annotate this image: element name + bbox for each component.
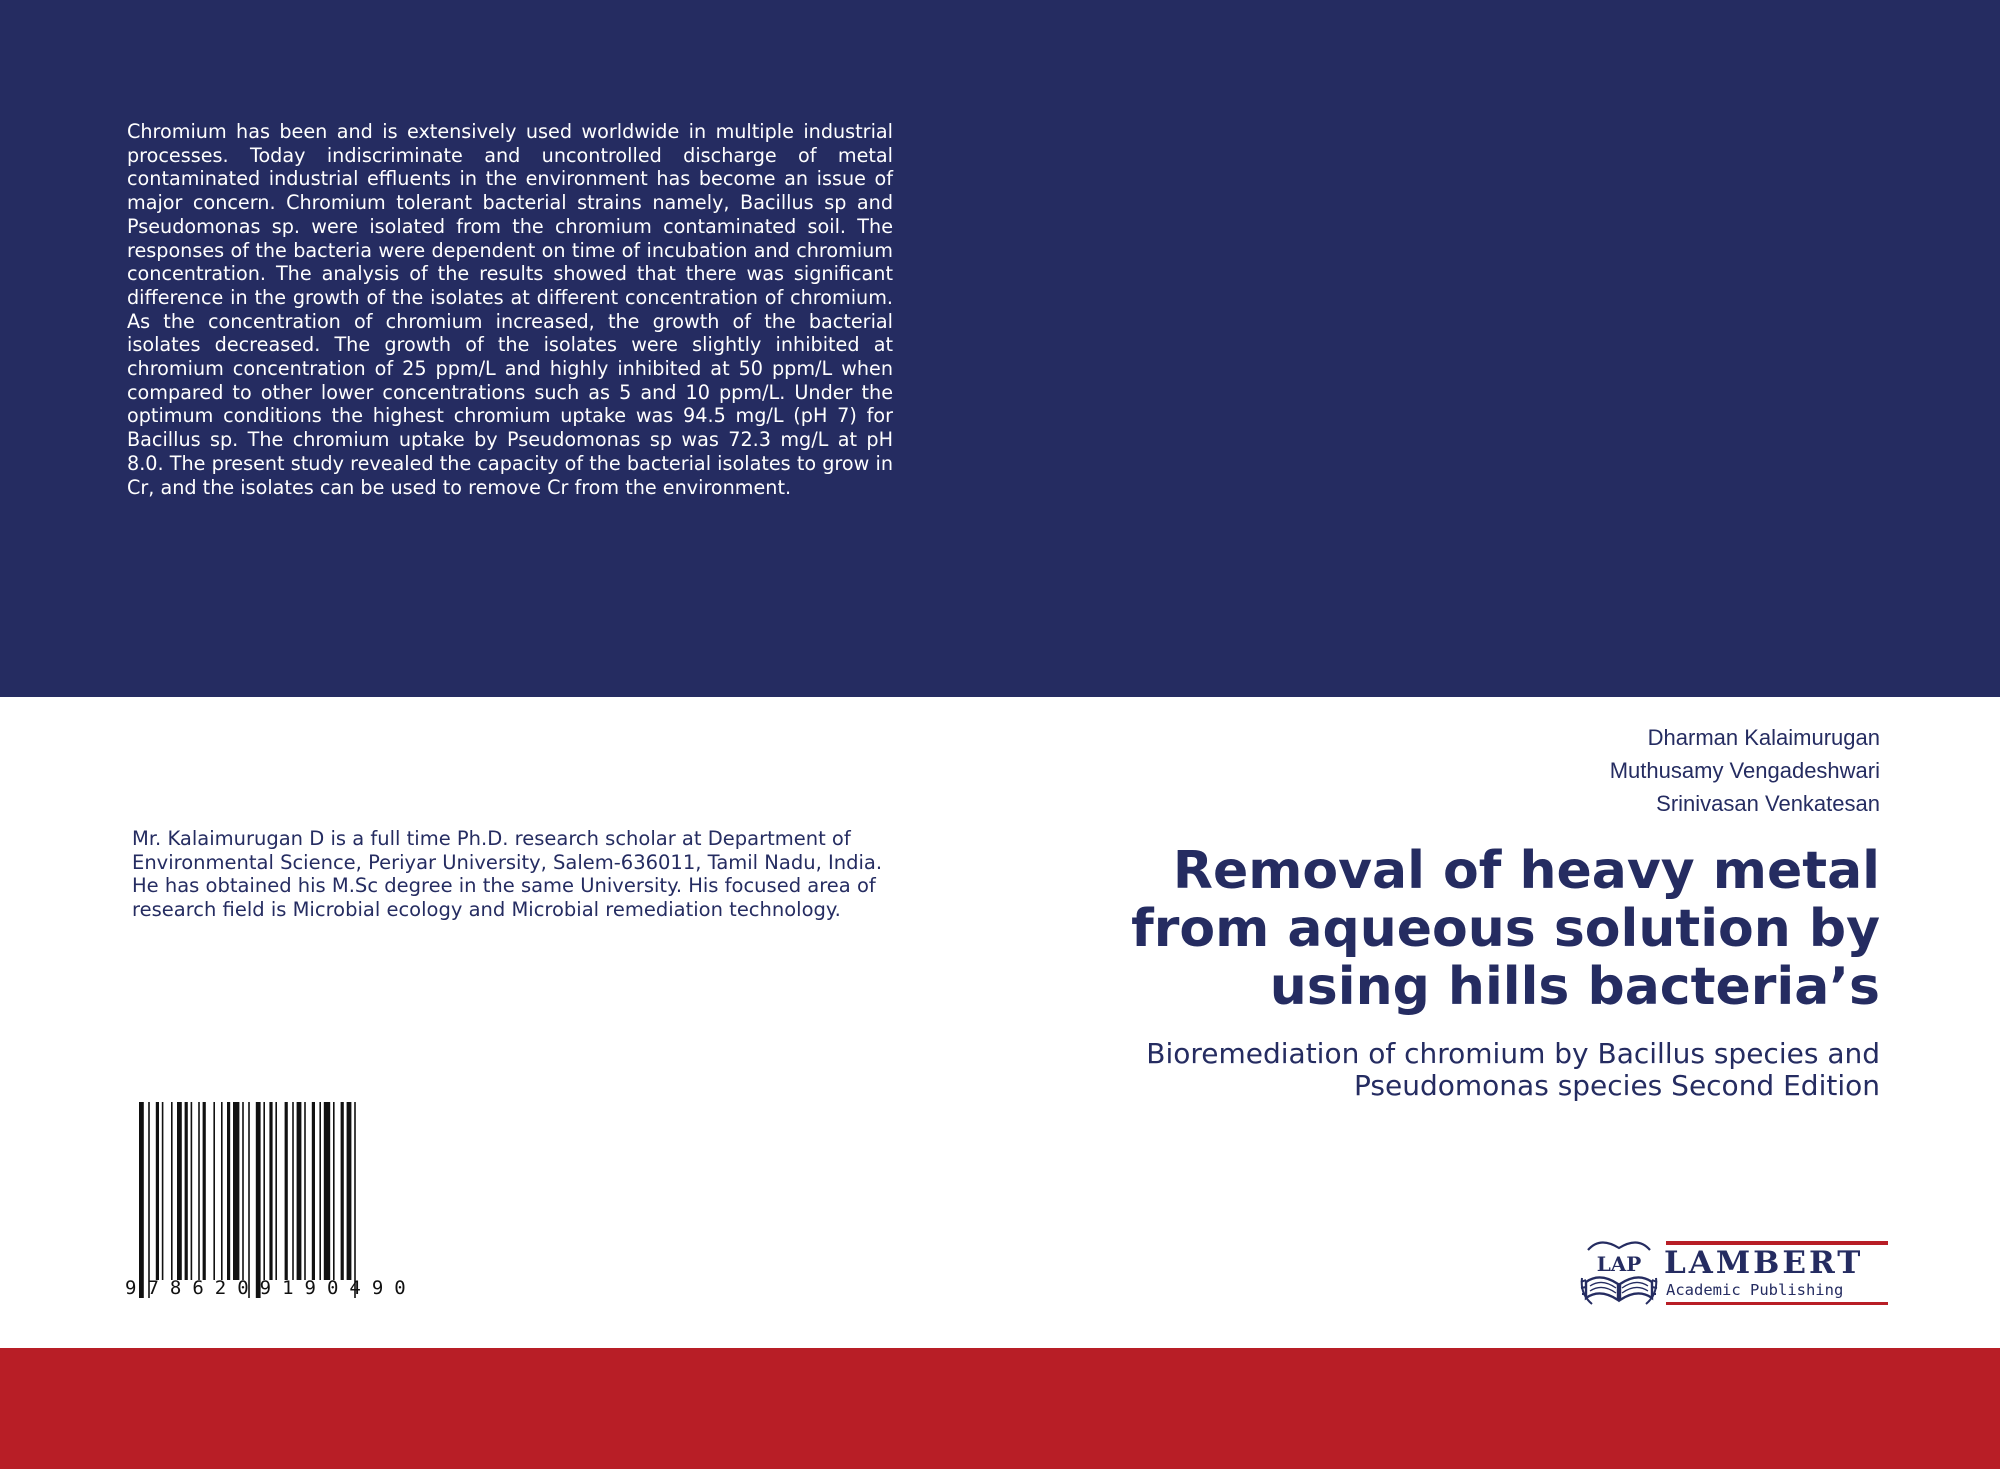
barcode-bar: [292, 1102, 294, 1280]
back-cover-abstract: Chromium has been and is extensively used worldwide in multiple industrial processes. Today indiscriminate and uncontrolled discharge of metal contaminated industrial effluents in the environment has become an issue of major concern. Chromium tolerant bacterial strains namely, Bacillus sp and Pseudomonas sp. were isolated from the chromium contaminated soil. The responses of the bacteria were dependent on time of incubation and chromium concentration. The analysis of the results showed that there was significant difference in the growth of the isolates at different concentration of chromium. As the concentration of chromium increased, the growth of the bacterial isolates decreased. The growth of the isolates were slightly inhibited at chromium concentration of 25 ppm/L and highly inhibited at 50 ppm/L when compared to other lower concentrations such as 5 and 10 ppm/L. Under the optimum conditions the highest chromium uptake was 94.5 mg/L (pH 7) for Bacillus sp. The chromium uptake by Pseudomonas sp was 72.3 mg/L at pH 8.0. The present study revealed the capacity of the bacterial isolates to grow in Cr, and the isolates can be used to remove Cr from the environment.: [127, 120, 893, 499]
author-biography: Mr. Kalaimurugan D is a full time Ph.D. research scholar at Department of Environmental Science, Periyar University, Salem-636011, Tamil Nadu, India. He has obtained his M.Sc degree in the same University. His focused area of research field is Microbial ecology and Microbial remediation technology.: [132, 827, 883, 921]
barcode-bar: [324, 1102, 330, 1280]
barcode-bars: [125, 1100, 460, 1300]
author-name: Muthusamy Vengadeshwari: [1609, 758, 1880, 783]
barcode-bar: [297, 1102, 302, 1280]
author-list: [1280, 721, 1880, 820]
logo-rule-bottom: [1666, 1302, 1888, 1305]
barcode-bar: [304, 1102, 306, 1280]
barcode-bar: [185, 1102, 188, 1280]
barcode-bar: [256, 1102, 261, 1298]
book-title: [980, 842, 1880, 1016]
isbn-barcode: [125, 1100, 460, 1305]
barcode-bar: [347, 1102, 352, 1280]
barcode-bar: [319, 1102, 321, 1280]
barcode-bar: [148, 1102, 150, 1298]
publisher-name: LAMBERT: [1664, 1245, 1864, 1281]
barcode-bar: [156, 1102, 159, 1280]
barcode-bar: [227, 1102, 230, 1280]
barcode-bar: [233, 1102, 239, 1280]
barcode-bar: [354, 1102, 356, 1298]
book-subtitle: [980, 1038, 1880, 1102]
bottom-red-band: [0, 1348, 2000, 1469]
barcode-bar: [198, 1102, 200, 1280]
author-name: Srinivasan Venkatesan: [1656, 791, 1880, 816]
book-title-line: using hills bacteria’s: [1269, 957, 1880, 1017]
barcode-bar: [312, 1102, 315, 1280]
publisher-logo: [1578, 1238, 1888, 1308]
open-book-icon: [1578, 1238, 1660, 1308]
barcode-bar: [221, 1102, 223, 1280]
barcode-bar: [191, 1102, 193, 1280]
book-subtitle-line: Pseudomonas species Second Edition: [1354, 1069, 1880, 1102]
barcode-bar: [333, 1102, 335, 1280]
barcode-bar: [171, 1102, 173, 1280]
barcode-bar: [269, 1102, 272, 1280]
barcode-bar: [263, 1102, 265, 1280]
barcode-bar: [275, 1102, 277, 1280]
book-subtitle-line: Bioremediation of chromium by Bacillus species and: [1146, 1037, 1880, 1070]
barcode-bar: [162, 1102, 164, 1280]
barcode-bar: [285, 1102, 288, 1280]
barcode-bar: [341, 1102, 344, 1280]
book-title-line: Removal of heavy metal: [1172, 841, 1880, 901]
barcode-bar: [177, 1102, 182, 1280]
book-title-line: from aqueous solution by: [1131, 899, 1880, 959]
barcode-bar: [139, 1102, 144, 1298]
barcode-bar: [213, 1102, 215, 1280]
barcode-bar: [248, 1102, 250, 1298]
barcode-bar: [242, 1102, 244, 1280]
isbn-digits: 9786209190490: [125, 1277, 417, 1299]
barcode-bar: [203, 1102, 206, 1280]
author-name: Dharman Kalaimurugan: [1647, 725, 1880, 750]
publisher-icon-text: LAP: [1596, 1252, 1642, 1276]
publisher-tagline: Academic Publishing: [1666, 1281, 1844, 1299]
